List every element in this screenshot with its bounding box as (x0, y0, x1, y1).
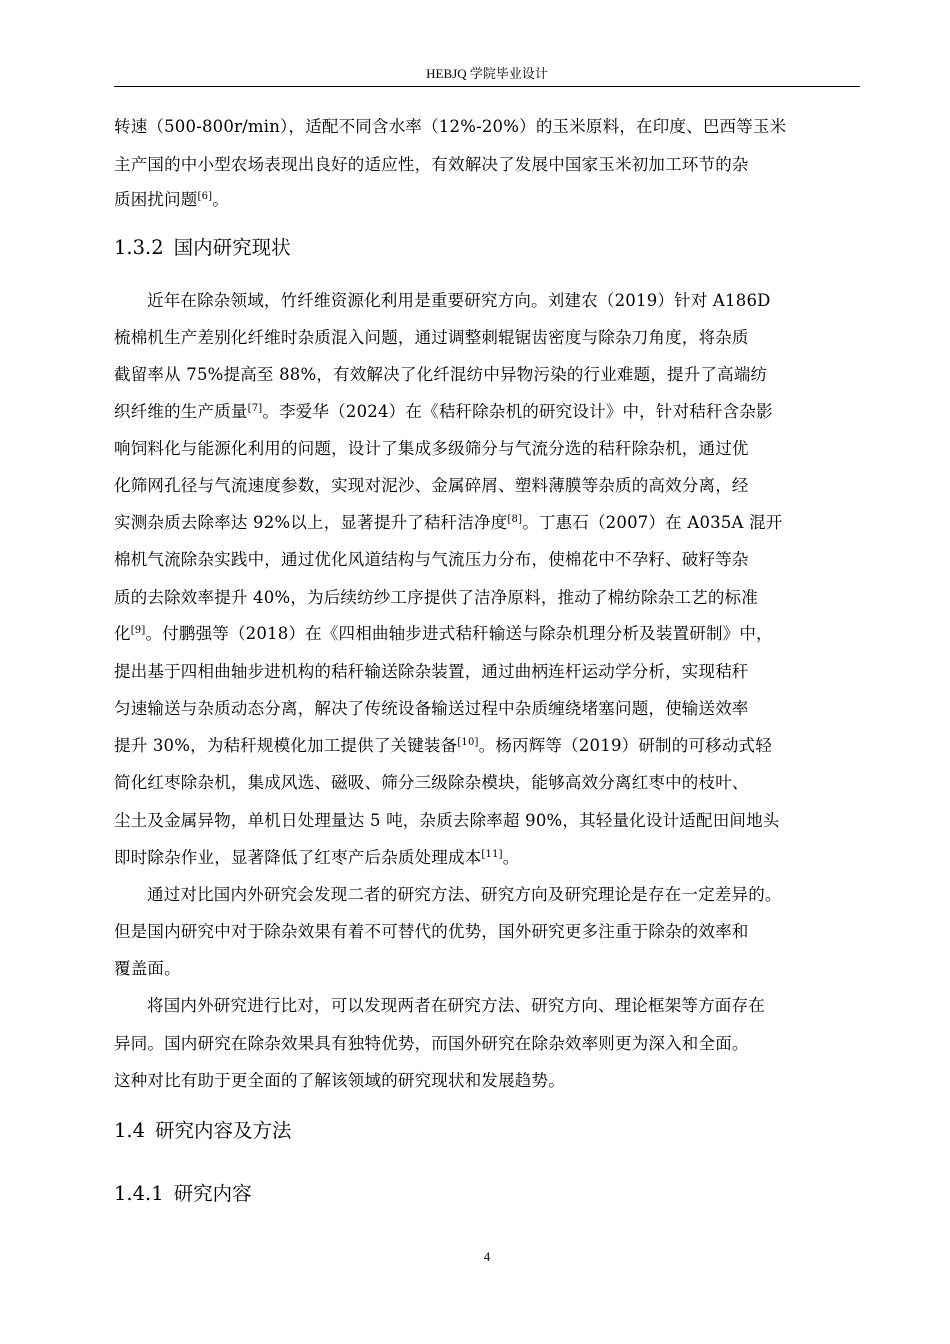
text-line: 匀速输送与杂质动态分离，解决了传统设备输送过程中杂质缠绕堵塞问题，使输送效率 (114, 699, 749, 718)
text-line (114, 848, 519, 868)
text-segment: 。李爱华（2024）在《秸秆除杂机的研究设计》中，针对秸秆含杂影 (262, 402, 773, 421)
text-line: 化筛网孔径与气流速度参数，实现对泥沙、金属碎屑、塑料薄膜等杂质的高效分离，经 (114, 476, 749, 495)
text-segment: 。付鹏强等（2018）在《四相曲轴步进式秸秆输送与除杂机理分析及装置研制》中， (145, 624, 773, 643)
header-divider (114, 86, 860, 87)
text-line: 但是国内研究中对于除杂效果有着不可替代的优势，国外研究更多注重于除杂的效率和 (114, 922, 749, 941)
citation-ref: [9] (130, 625, 146, 636)
section-heading (114, 1119, 292, 1143)
citation-ref: [6] (197, 191, 213, 202)
citation-ref: [7] (247, 403, 263, 414)
text-segment: 化 (114, 624, 131, 643)
text-line (114, 402, 773, 422)
text-line: 覆盖面。 (114, 959, 181, 978)
citation-ref: [10] (457, 737, 479, 748)
text-line: 尘土及金属异物，单机日处理量达 5 吨，杂质去除率超 90%，其轻量化设计适配田间地头 (114, 811, 780, 830)
text-line (114, 190, 229, 210)
section-number: 1.4.1 (114, 1182, 164, 1205)
text-line: 响饲料化与能源化利用的问题，设计了集成多级筛分与气流分选的秸秆除杂机，通过优 (114, 439, 749, 458)
text-line: 棉机气流除杂实践中，通过优化风道结构与气流压力分布，使棉花中不孕籽、破籽等杂 (114, 550, 749, 569)
text-line: 将国内外研究进行比对，可以发现两者在研究方法、研究方向、理论框架等方面存在 (147, 996, 765, 1015)
section-title: 研究内容 (173, 1182, 252, 1205)
text-line (114, 736, 772, 756)
text-line: 梳棉机生产差别化纤维时杂质混入问题，通过调整刺辊锯齿密度与除杂刀角度，将杂质 (114, 328, 749, 347)
text-line: 质的去除效率提升 40%，为后续纺纱工序提供了洁净原料，推动了棉纺除杂工艺的标准 (114, 588, 758, 607)
text-line (114, 513, 783, 533)
text-line: 主产国的中小型农场表现出良好的适应性，有效解决了发展中国家玉米初加工环节的杂 (114, 155, 749, 174)
text-segment: 。丁惠石（2007）在 A035A 混开 (522, 513, 783, 532)
text-segment: 提升 30%，为秸秆规模化加工提供了关键装备 (114, 736, 458, 755)
text-segment: 即时除杂作业，显著降低了红枣产后杂质处理成本 (114, 848, 482, 867)
citation-ref: [8] (507, 514, 523, 525)
text-line (114, 624, 773, 644)
text-segment: 。杨丙辉等（2019）研制的可移动式轻 (478, 736, 772, 755)
text-line: 通过对比国内外研究会发现二者的研究方法、研究方向及研究理论是存在一定差异的。 (147, 885, 782, 904)
text-line: 截留率从 75%提高至 88%，有效解决了化纤混纺中异物污染的行业难题，提升了高端纺 (114, 365, 768, 384)
section-title: 国内研究现状 (173, 236, 291, 259)
text-segment: 实测杂质去除率达 92%以上，显著提升了秸秆洁净度 (114, 513, 508, 532)
text-line: 提出基于四相曲轴步进机构的秸秆输送除杂装置，通过曲柄连杆运动学分析，实现秸秆 (114, 662, 749, 681)
text-segment: 。 (212, 190, 229, 209)
running-header: HEBJQ 学院毕业设计 (426, 66, 548, 81)
section-title: 研究内容及方法 (155, 1119, 292, 1142)
text-line: 异同。国内研究在除杂效果具有独特优势，而国外研究在除杂效率则更为深入和全面。 (114, 1034, 749, 1053)
citation-ref: [11] (481, 849, 503, 860)
text-line: 这种对比有助于更全面的了解该领域的研究现状和发展趋势。 (114, 1071, 565, 1090)
section-heading (114, 236, 291, 260)
text-line: 转速（500-800r/min），适配不同含水率（12%-20%）的玉米原料，在印度、巴西等玉米 (114, 117, 787, 136)
section-number: 1.3.2 (114, 236, 164, 259)
text-line: 近年在除杂领域，竹纤维资源化利用是重要研究方向。刘建农（2019）针对 A186D (147, 291, 771, 310)
section-number: 1.4 (114, 1119, 146, 1142)
page-number: 4 (483, 1249, 491, 1264)
text-segment: 。 (502, 848, 520, 867)
text-segment: 质困扰问题 (114, 190, 198, 209)
text-segment: 织纤维的生产质量 (114, 402, 248, 421)
section-heading (114, 1182, 252, 1206)
text-line: 简化红枣除杂机，集成风选、磁吸、筛分三级除杂模块，能够高效分离红枣中的枝叶、 (114, 773, 749, 792)
